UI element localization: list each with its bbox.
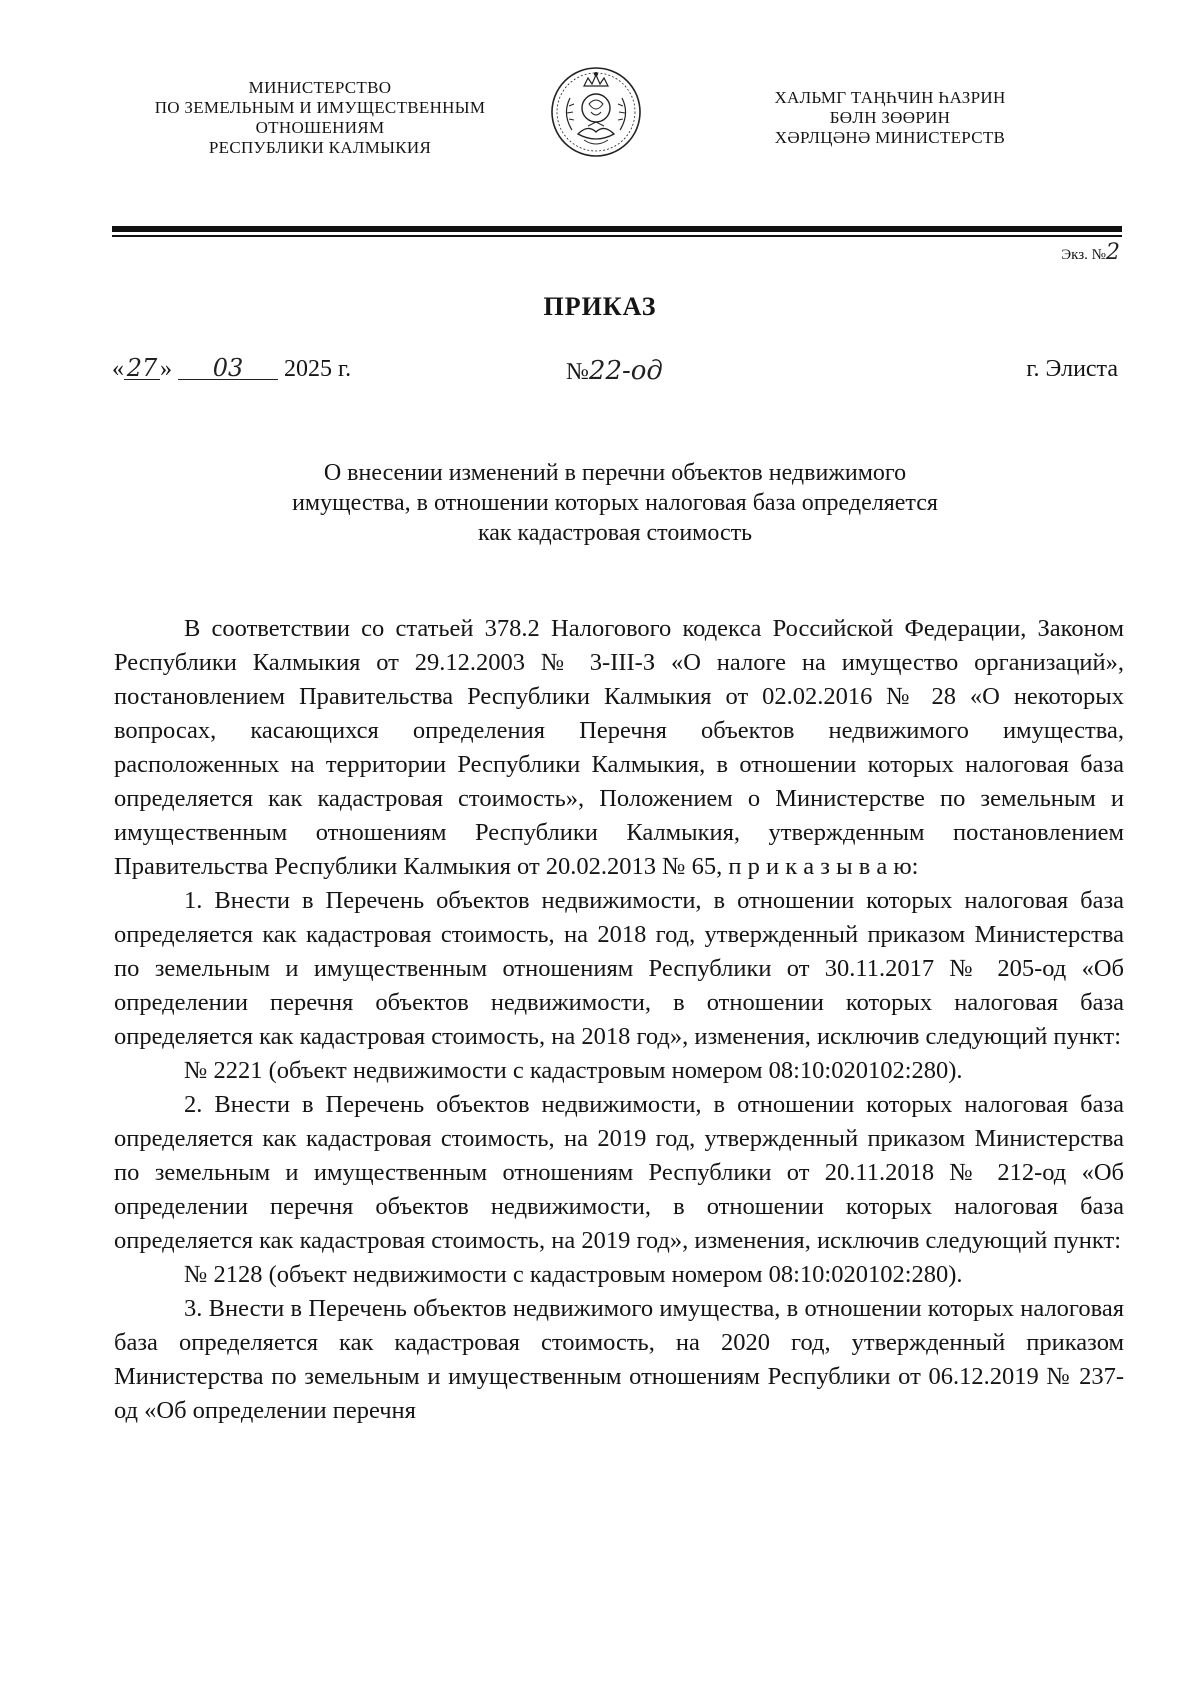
item-1-paragraph: 1. Внести в Перечень объектов недвижимости, в отношении которых налоговая база определяется как кадастровая стоимость, на 2018 год, утвержденный приказом Министерства по земельным и имущественным отношениям Республики от 30.11.2017 № 205-од «Об определении перечня объектов недвижимости, в отношении которых налоговая база определяется как кадастровая стоимость, на 2018 год», изменения, исключив следующий пункт: — [114, 887, 1124, 1050]
date-quote-close: » — [160, 356, 172, 382]
item-1-entry: № 2221 (объект недвижимости с кадастровым номером 08:10:020102:280). — [184, 1057, 963, 1084]
order-body — [114, 612, 1124, 1428]
subject-line: имущества, в отношении которых налоговая база определяется — [292, 490, 938, 516]
header-divider-thin — [112, 235, 1122, 237]
ministry-name-kalmyk — [720, 88, 1060, 148]
kalmykia-coat-of-arms-icon — [548, 64, 644, 160]
item-3-paragraph: 3. Внести в Перечень объектов недвижимого имущества, в отношении которых налоговая база определяется как кадастровая стоимость, на 2020 год, утвержденный приказом Министерства по земельным и имущественным отношениям Республики от 06.12.2019 № 237-од «Об определении перечня — [114, 1295, 1124, 1424]
header-divider-thick — [112, 226, 1122, 232]
date-quote-open: « — [112, 356, 124, 382]
order-number-handwritten: 22-од — [588, 356, 663, 386]
order-number-label: № — [566, 359, 589, 385]
copy-number — [1061, 240, 1120, 265]
ministry-line: МИНИСТЕРСТВО — [248, 78, 392, 97]
copy-number-handwritten: 2 — [1106, 240, 1120, 265]
order-city: г. Элиста — [1026, 356, 1118, 382]
document-title: ПРИКАЗ — [543, 292, 657, 321]
ministry-line: ХӘРЛЦӘНӘ МИНИСТЕРСТВ — [774, 128, 1006, 147]
subject-line: как кадастровая стоимость — [477, 520, 753, 546]
order-subject — [160, 458, 1070, 548]
ministry-line: ХАЛЬМГ ТАҢҺЧИН ҺАЗРИН — [774, 88, 1006, 107]
ministry-line: ПО ЗЕМЕЛЬНЫМ И ИМУЩЕСТВЕННЫМ — [154, 98, 486, 117]
ministry-line: БӨЛН ЗӨӨРИН — [829, 108, 951, 127]
item-2-paragraph: 2. Внести в Перечень объектов недвижимости, в отношении которых налоговая база определяется как кадастровая стоимость, на 2019 год, утвержденный приказом Министерства по земельным и имущественным отношениям Республики от 20.11.2018 № 212-од «Об определении перечня объектов недвижимости, в отношении которых налоговая база определяется как кадастровая стоимость, на 2019 год», изменения, исключив следующий пункт: — [114, 1091, 1124, 1254]
ministry-line: РЕСПУБЛИКИ КАЛМЫКИЯ — [208, 138, 432, 157]
preamble-paragraph: В соответствии со статьей 378.2 Налогового кодекса Российской Федерации, Законом Республики Калмыкия от 29.12.2003 № 3-III-З «О налоге на имущество организаций», постановлением Правительства Республики Калмыкия от 02.02.2016 № 28 «О некоторых вопросах, касающихся определения Перечня объектов недвижимого имущества, расположенных на территории Республики Калмыкия, в отношении которых налоговая база определяется как кадастровая стоимость», Положением о Министерстве по земельным и имущественным отношениям Республики Калмыкия, утвержденным постановлением Правительства Республики Калмыкия от 20.02.2013 № 65, п р и к а з ы в а ю: — [114, 615, 1124, 880]
ministry-name-russian — [110, 78, 530, 158]
date-year: 2025 г. — [284, 356, 352, 382]
order-number — [566, 356, 663, 386]
subject-line: О внесении изменений в перечни объектов недвижимого — [323, 460, 907, 486]
order-date — [112, 356, 351, 383]
item-2-entry: № 2128 (объект недвижимости с кадастровым номером 08:10:020102:280). — [184, 1261, 963, 1288]
date-day-handwritten: 27 — [124, 357, 160, 380]
date-month-handwritten: 03 — [178, 357, 278, 380]
ministry-line: ОТНОШЕНИЯМ — [255, 118, 385, 137]
copy-label: Экз. № — [1061, 247, 1106, 263]
